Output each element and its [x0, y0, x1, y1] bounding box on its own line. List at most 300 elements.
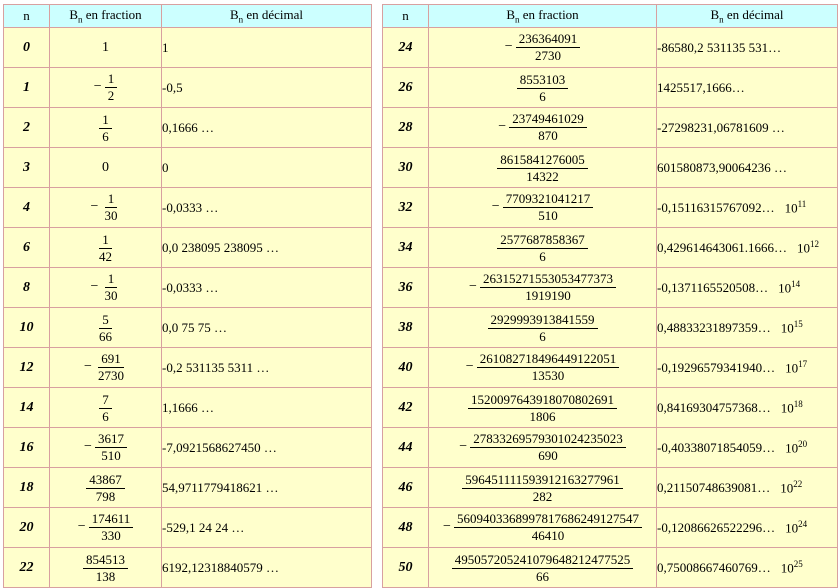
cell-index-n: 2 — [4, 108, 50, 148]
cell-fraction — [50, 468, 162, 508]
cell-decimal — [162, 268, 372, 308]
cell-decimal — [162, 148, 372, 188]
cell-index-n: 18 — [4, 468, 50, 508]
decimal-text: 54,9711779418621 … — [162, 479, 279, 495]
decimal-text: -27298231,06781609 … — [657, 119, 785, 135]
fraction-value — [443, 512, 642, 542]
cell-decimal — [162, 68, 372, 108]
cell-index-n: 32 — [383, 188, 429, 228]
numerator: 495057205241079648212477525 — [452, 553, 634, 569]
fraction-stack — [477, 352, 620, 382]
fraction-stack — [517, 73, 569, 103]
fraction-value — [99, 393, 112, 423]
cell-index-n: 22 — [4, 548, 50, 588]
denominator: 798 — [95, 488, 116, 504]
numerator: 26315271553053477373 — [480, 272, 616, 288]
denominator: 2730 — [534, 48, 561, 63]
fraction-value — [83, 553, 128, 583]
cell-decimal — [657, 188, 838, 228]
fraction-stack — [462, 473, 623, 503]
cell-index-n: 4 — [4, 188, 50, 228]
fraction-stack — [452, 553, 634, 583]
decimal-value — [162, 440, 371, 456]
power-of-ten: $10^{12}$ — [797, 238, 819, 256]
denominator: 282 — [532, 488, 553, 504]
table-row — [383, 108, 838, 148]
decimal-value — [162, 80, 371, 96]
table-row — [4, 508, 372, 548]
minus-sign: − — [90, 279, 99, 295]
cell-fraction — [429, 268, 657, 308]
fraction-value — [517, 73, 569, 103]
minus-sign: − — [90, 199, 99, 215]
fraction-value — [466, 352, 619, 382]
decimal-text: 601580873,90064236 … — [657, 159, 787, 175]
cell-decimal — [657, 268, 838, 308]
cell-index-n: 34 — [383, 228, 429, 268]
cell-index-n: 10 — [4, 308, 50, 348]
decimal-text: 0,0 75 75 … — [162, 319, 227, 335]
decimal-text: 0 — [162, 159, 169, 175]
fraction-stack — [96, 313, 115, 343]
exponent: 20 — [798, 438, 808, 449]
decimal-text: 6192,12318840579 … — [162, 559, 279, 575]
cell-decimal — [657, 548, 838, 588]
bernoulli-table-right — [382, 4, 838, 588]
numerator: 7709321041217 — [503, 192, 594, 208]
power-of-ten: $10^{14}$ — [778, 278, 801, 296]
denominator: 2730 — [97, 368, 124, 383]
cell-fraction — [50, 108, 162, 148]
denominator: 30 — [104, 288, 118, 303]
cell-index-n: 8 — [4, 268, 50, 308]
decimal-text: 1 — [162, 39, 169, 55]
denominator: 13530 — [531, 368, 565, 383]
fraction-value — [91, 192, 121, 222]
fraction-value — [498, 112, 586, 142]
denominator: 6 — [102, 128, 109, 144]
decimal-text: 0,429614643061.1666… — [657, 240, 787, 256]
cell-decimal — [657, 108, 838, 148]
column-header-fraction: $B_n$ en fraction — [50, 5, 162, 28]
decimal-text: -7,0921568627450 … — [162, 439, 277, 455]
denominator: 138 — [95, 568, 116, 584]
decimal-value — [657, 40, 837, 56]
numerator: 236364091 — [516, 32, 581, 48]
cell-index-n: 24 — [383, 28, 429, 68]
decimal-value — [162, 400, 371, 416]
decimal-value — [657, 319, 837, 336]
table-row — [4, 428, 372, 468]
whole-number: 0 — [102, 160, 109, 176]
cell-index-n: 38 — [383, 308, 429, 348]
numerator: 596451111593912163277961 — [462, 473, 623, 489]
cell-decimal — [657, 28, 838, 68]
exponent: 24 — [798, 518, 808, 529]
decimal-text: 0,84169304757368… — [657, 400, 771, 416]
decimal-text: -0,12086626522296… — [657, 520, 776, 536]
decimal-text: 1,1666 … — [162, 399, 214, 415]
exponent: 15 — [793, 318, 803, 329]
fraction-value — [497, 153, 588, 183]
cell-index-n: 28 — [383, 108, 429, 148]
cell-index-n: 14 — [4, 388, 50, 428]
fraction-stack — [99, 393, 112, 423]
cell-fraction — [429, 28, 657, 68]
decimal-value — [162, 480, 371, 496]
cell-fraction — [429, 308, 657, 348]
decimal-text: -0,0333 … — [162, 199, 219, 215]
cell-fraction — [429, 348, 657, 388]
cell-index-n: 16 — [4, 428, 50, 468]
fraction-stack — [105, 72, 118, 102]
cell-index-n: 46 — [383, 468, 429, 508]
power-of-ten: $10^{20}$ — [785, 438, 808, 456]
numerator: 854513 — [83, 553, 128, 569]
denominator: 2 — [107, 88, 115, 103]
cell-fraction — [50, 388, 162, 428]
decimal-value — [162, 120, 371, 136]
fraction-value — [102, 161, 109, 176]
denominator: 1806 — [529, 408, 556, 424]
cell-decimal — [657, 508, 838, 548]
cell-decimal — [162, 108, 372, 148]
fraction-value — [84, 432, 127, 462]
numerator: 174611 — [89, 512, 134, 528]
minus-sign: − — [443, 519, 451, 535]
fraction-stack — [480, 272, 616, 302]
denominator: 66 — [536, 568, 549, 584]
numerator: 5 — [99, 313, 112, 329]
fraction-stack — [95, 352, 127, 382]
numerator: 1 — [105, 72, 118, 88]
minus-sign: − — [498, 119, 507, 135]
cell-index-n: 30 — [383, 148, 429, 188]
cell-fraction — [50, 228, 162, 268]
decimal-text: -529,1 24 24 … — [162, 519, 245, 535]
denominator: 42 — [99, 248, 112, 264]
cell-decimal — [162, 348, 372, 388]
cell-fraction — [429, 388, 657, 428]
cell-decimal — [657, 228, 838, 268]
decimal-value — [657, 199, 837, 216]
denominator: 46410 — [531, 528, 565, 543]
fraction-value — [84, 352, 127, 382]
power-of-ten: $10^{18}$ — [780, 398, 803, 416]
exponent: 17 — [798, 358, 808, 369]
cell-fraction — [50, 548, 162, 588]
decimal-text: -0,2 531135 5311 … — [162, 359, 270, 375]
fraction-value — [96, 233, 115, 263]
minus-sign: − — [459, 439, 468, 455]
cell-index-n: 1 — [4, 68, 50, 108]
minus-sign: − — [84, 359, 92, 375]
cell-decimal — [657, 388, 838, 428]
cell-decimal — [162, 228, 372, 268]
fraction-stack — [101, 272, 120, 302]
cell-decimal — [162, 388, 372, 428]
decimal-value — [162, 520, 371, 536]
numerator: 1 — [105, 192, 118, 208]
decimal-value — [657, 239, 837, 256]
denominator: 6 — [539, 88, 546, 104]
column-header-fraction: $B_n$ en fraction — [429, 5, 657, 28]
power-of-ten: $10^{11}$ — [784, 198, 807, 216]
cell-decimal — [162, 188, 372, 228]
decimal-text: -0,0333 … — [162, 279, 219, 295]
cell-fraction — [50, 508, 162, 548]
decimal-text: -0,1371165520508… — [657, 280, 769, 296]
cell-index-n: 20 — [4, 508, 50, 548]
table-row — [4, 148, 372, 188]
numerator: 1 — [99, 233, 112, 249]
cell-decimal — [657, 308, 838, 348]
cell-fraction — [429, 108, 657, 148]
table-row — [383, 468, 838, 508]
fraction-stack — [503, 192, 594, 222]
cell-decimal — [162, 548, 372, 588]
fraction-value — [99, 113, 112, 143]
minus-sign: − — [491, 199, 500, 215]
power-of-ten: $10^{17}$ — [785, 358, 808, 376]
denominator: 1919190 — [525, 288, 571, 303]
cell-index-n: 40 — [383, 348, 429, 388]
cell-decimal — [657, 68, 838, 108]
decimal-text: 0,21150748639081… — [657, 480, 771, 496]
numerator: 27833269579301024235023 — [470, 432, 626, 448]
cell-fraction — [429, 148, 657, 188]
fraction-value — [469, 272, 616, 302]
denominator: 690 — [538, 448, 558, 463]
minus-sign: − — [93, 79, 102, 95]
exponent: 11 — [797, 198, 807, 209]
table-row — [383, 188, 838, 228]
denominator: 30 — [104, 208, 118, 223]
table-row — [383, 388, 838, 428]
fraction-stack — [488, 313, 598, 343]
cell-fraction — [50, 428, 162, 468]
column-header-decimal: $B_n$ en décimal — [162, 5, 372, 28]
decimal-value — [657, 120, 837, 136]
table-row — [4, 308, 372, 348]
exponent: 12 — [810, 238, 819, 249]
decimal-text: 0,1666 … — [162, 119, 214, 135]
denominator: 14322 — [526, 168, 559, 184]
decimal-value — [657, 519, 837, 536]
decimal-value — [657, 359, 837, 376]
cell-decimal — [162, 28, 372, 68]
table-row — [383, 508, 838, 548]
denominator: 510 — [101, 448, 121, 463]
cell-index-n: 12 — [4, 348, 50, 388]
denominator: 6 — [539, 328, 546, 344]
decimal-value — [162, 40, 371, 56]
decimal-text: -0,19296579341940… — [657, 360, 776, 376]
exponent: 25 — [793, 558, 803, 569]
numerator: 691 — [98, 352, 124, 368]
fraction-stack — [497, 233, 588, 263]
numerator: 2929993913841559 — [488, 313, 598, 329]
numerator: 8553103 — [517, 73, 569, 89]
decimal-value — [657, 479, 837, 496]
power-of-ten: $10^{24}$ — [785, 518, 808, 536]
table-row — [383, 348, 838, 388]
fraction-stack — [468, 393, 617, 423]
numerator: 8615841276005 — [497, 153, 588, 169]
fraction-stack — [497, 153, 588, 183]
fraction-stack — [516, 32, 581, 62]
decimal-value — [162, 320, 371, 336]
column-header-n: n — [4, 5, 50, 28]
cell-fraction — [429, 428, 657, 468]
cell-fraction — [429, 468, 657, 508]
cell-fraction — [50, 308, 162, 348]
fraction-value — [102, 41, 109, 56]
fraction-value — [452, 553, 634, 583]
cell-fraction — [429, 228, 657, 268]
cell-decimal — [162, 428, 372, 468]
exponent: 22 — [793, 478, 803, 489]
decimal-value — [162, 560, 371, 576]
decimal-value — [162, 200, 371, 216]
table-body-left — [4, 28, 372, 588]
table-body-right — [383, 28, 838, 588]
table-row — [383, 268, 838, 308]
decimal-value — [657, 279, 837, 296]
table-row — [383, 308, 838, 348]
table-header-row — [4, 5, 372, 28]
minus-sign: − — [77, 519, 86, 535]
decimal-value — [162, 360, 371, 376]
cell-index-n: 50 — [383, 548, 429, 588]
table-row — [4, 388, 372, 428]
cell-decimal — [162, 468, 372, 508]
cell-fraction — [429, 548, 657, 588]
fraction-stack — [83, 553, 128, 583]
cell-index-n: 26 — [383, 68, 429, 108]
decimal-text: -0,15116315767092… — [657, 200, 775, 216]
minus-sign: − — [504, 39, 513, 55]
table-row — [383, 68, 838, 108]
decimal-value — [657, 399, 837, 416]
fraction-value — [497, 233, 588, 263]
table-row — [4, 548, 372, 588]
cell-fraction — [429, 188, 657, 228]
fraction-stack — [509, 112, 587, 142]
table-row — [4, 28, 372, 68]
decimal-value — [657, 439, 837, 456]
denominator: 870 — [538, 128, 558, 143]
decimal-text: -86580,2 531135 531… — [657, 39, 782, 55]
numerator: 261082718496449122051 — [477, 352, 620, 368]
denominator: 6 — [102, 408, 109, 424]
table-row — [4, 268, 372, 308]
fraction-stack — [89, 512, 134, 542]
fraction-value — [492, 192, 593, 222]
bernoulli-table-left — [3, 4, 372, 588]
cell-index-n: 48 — [383, 508, 429, 548]
cell-decimal — [657, 468, 838, 508]
cell-decimal — [657, 428, 838, 468]
exponent: 18 — [793, 398, 803, 409]
column-header-n: n — [383, 5, 429, 28]
column-header-decimal: $B_n$ en décimal — [657, 5, 838, 28]
fraction-stack — [86, 473, 125, 503]
table-row — [4, 68, 372, 108]
fraction-value — [505, 32, 580, 62]
cell-decimal — [657, 148, 838, 188]
whole-number: 1 — [102, 40, 109, 56]
fraction-value — [488, 313, 598, 343]
fraction-value — [91, 272, 121, 302]
cell-fraction — [50, 148, 162, 188]
power-of-ten: $10^{15}$ — [780, 318, 803, 336]
decimal-value — [657, 80, 837, 96]
power-of-ten: $10^{25}$ — [780, 558, 803, 576]
cell-fraction — [50, 68, 162, 108]
table-row — [383, 28, 838, 68]
fraction-value — [94, 72, 117, 102]
numerator: 1520097643918070802691 — [468, 393, 617, 409]
cell-index-n: 0 — [4, 28, 50, 68]
cell-fraction — [429, 68, 657, 108]
numerator: 5609403368997817686249127547 — [454, 512, 642, 528]
fraction-stack — [454, 512, 642, 542]
cell-fraction — [50, 28, 162, 68]
fraction-stack — [99, 113, 112, 143]
cell-decimal — [162, 508, 372, 548]
power-of-ten: $10^{22}$ — [780, 478, 803, 496]
cell-index-n: 36 — [383, 268, 429, 308]
fraction-value — [462, 473, 623, 503]
table-row — [4, 188, 372, 228]
numerator: 1 — [105, 272, 118, 288]
fraction-value — [78, 512, 133, 542]
fraction-stack — [470, 432, 626, 462]
denominator: 510 — [538, 208, 558, 223]
numerator: 23749461029 — [509, 112, 587, 128]
table-row — [4, 468, 372, 508]
table-row — [383, 548, 838, 588]
decimal-text: 0,0 238095 238095 … — [162, 239, 279, 255]
decimal-value — [657, 559, 837, 576]
fraction-stack — [101, 192, 120, 222]
cell-decimal — [162, 308, 372, 348]
cell-index-n: 42 — [383, 388, 429, 428]
cell-fraction — [429, 508, 657, 548]
numerator: 2577687858367 — [497, 233, 588, 249]
minus-sign: − — [84, 439, 92, 455]
decimal-text: 1425517,1666… — [657, 79, 745, 95]
minus-sign: − — [469, 279, 477, 295]
table-row — [383, 148, 838, 188]
cell-fraction — [50, 348, 162, 388]
fraction-value — [86, 473, 125, 503]
cell-fraction — [50, 268, 162, 308]
cell-decimal — [657, 348, 838, 388]
fraction-value — [459, 432, 625, 462]
fraction-value — [96, 313, 115, 343]
numerator: 43867 — [86, 473, 125, 489]
exponent: 14 — [791, 278, 801, 289]
decimal-text: -0,40338071854059… — [657, 440, 776, 456]
fraction-value — [468, 393, 617, 423]
decimal-text: 0,75008667460769… — [657, 560, 771, 576]
table-row — [4, 228, 372, 268]
denominator: 6 — [539, 248, 546, 264]
cell-index-n: 6 — [4, 228, 50, 268]
numerator: 1 — [99, 113, 112, 129]
